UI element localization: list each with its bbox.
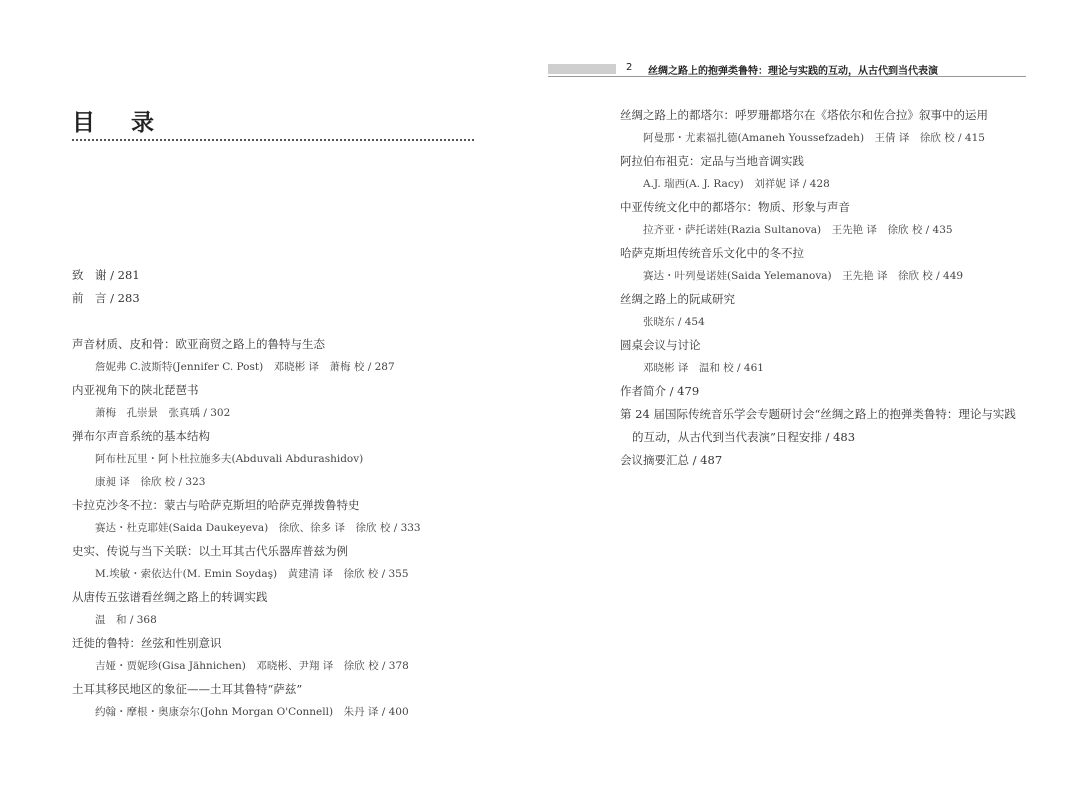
toc-title: 目 录 — [72, 110, 169, 136]
toc-author-line: 阿曼那・尤素福扎德(Amaneh Youssefzadeh) 王倩 译 徐欣 校 / 415 — [643, 132, 985, 144]
toc-entry: 致 谢 / 281 — [72, 268, 140, 282]
toc-entry: 弹布尔声音系统的基本结构 — [72, 429, 210, 443]
toc-entry: 阿拉伯布祖克：定品与当地音调实践 — [620, 154, 804, 168]
toc-entry: 史实、传说与当下关联：以土耳其古代乐器库普兹为例 — [72, 544, 348, 558]
toc-entry: 卡拉克沙冬不拉：蒙古与哈萨克斯坦的哈萨克弹拨鲁特史 — [72, 498, 360, 512]
toc-entry: 圆桌会议与讨论 — [620, 338, 701, 352]
toc-author-line: M.埃敏・索依达什(M. Emin Soydaş) 黄建清 译 徐欣 校 / 355 — [95, 568, 409, 580]
header-page-number: 2 — [626, 62, 633, 73]
toc-author-line: 温 和 / 368 — [95, 614, 157, 626]
toc-entry: 哈萨克斯坦传统音乐文化中的冬不拉 — [620, 246, 804, 260]
header-book-title: 丝绸之路上的抱弹类鲁特：理论与实践的互动，从古代到当代表演 — [648, 66, 938, 77]
toc-entry-continuation: 的互动，从古代到当代表演”日程安排 / 483 — [632, 430, 856, 444]
toc-entry: 内亚视角下的陕北琵琶书 — [72, 383, 199, 397]
toc-entry: 前 言 / 283 — [72, 291, 140, 305]
toc-author-line: 赛达・杜克耶娃(Saida Daukeyeva) 徐欣、徐多 译 徐欣 校 / 333 — [95, 522, 421, 534]
toc-author-line: 萧梅 孔崇景 张真瑀 / 302 — [95, 407, 231, 419]
toc-entry: 丝绸之路上的都塔尔：呼罗珊都塔尔在《塔依尔和佐合拉》叙事中的运用 — [620, 108, 988, 122]
left-toc-list — [72, 264, 522, 724]
toc-author-line: A.J. 瑞西(A. J. Racy) 刘祥妮 译 / 428 — [643, 178, 830, 190]
right-page — [540, 0, 1080, 810]
toc-entry: 中亚传统文化中的都塔尔：物质、形象与声音 — [620, 200, 850, 214]
toc-spacer — [72, 310, 522, 333]
running-header — [548, 62, 1026, 77]
toc-entry: 作者简介 / 479 — [620, 384, 700, 398]
toc-entry: 会议摘要汇总 / 487 — [620, 453, 723, 467]
toc-author-line: 康昶 译 徐欣 校 / 323 — [95, 476, 206, 488]
toc-entry: 声音材质、皮和骨：欧亚商贸之路上的鲁特与生态 — [72, 337, 325, 351]
toc-entry: 从唐传五弦谱看丝绸之路上的转调实践 — [72, 590, 268, 604]
header-gray-bar — [548, 64, 616, 74]
toc-author-line: 邓晓彬 译 温和 校 / 461 — [643, 362, 764, 374]
toc-entry: 第 24 届国际传统音乐学会专题研讨会“丝绸之路上的抱弹类鲁特：理论与实践 — [620, 407, 1016, 421]
toc-entry: 土耳其移民地区的象征——土耳其鲁特“萨兹” — [72, 682, 303, 696]
toc-entry: 丝绸之路上的阮咸研究 — [620, 292, 735, 306]
toc-author-line: 阿布杜瓦里・阿卜杜拉施多夫(Abduvali Abdurashidov) — [95, 453, 364, 465]
toc-entry: 迁徙的鲁特：丝弦和性别意识 — [72, 636, 222, 650]
toc-author-line: 赛达・叶列曼诺娃(Saida Yelemanova) 王先艳 译 徐欣 校 / 449 — [643, 270, 964, 282]
toc-author-line: 张晓东 / 454 — [643, 316, 705, 328]
toc-author-line: 拉齐亚・萨托诺娃(Razia Sultanova) 王先艳 译 徐欣 校 / 435 — [643, 224, 953, 236]
right-toc-list — [620, 104, 1070, 472]
toc-author-line: 吉娅・贾妮珍(Gisa Jähnichen) 邓晓彬、尹翔 译 徐欣 校 / 378 — [95, 660, 409, 672]
title-dotted-rule — [72, 139, 474, 141]
toc-author-line: 詹妮弗 C.波斯特(Jennifer C. Post) 邓晓彬 译 萧梅 校 / 287 — [95, 361, 395, 373]
toc-author-line: 约翰・摩根・奥康奈尔(John Morgan O'Connell) 朱丹 译 / 400 — [95, 706, 409, 718]
